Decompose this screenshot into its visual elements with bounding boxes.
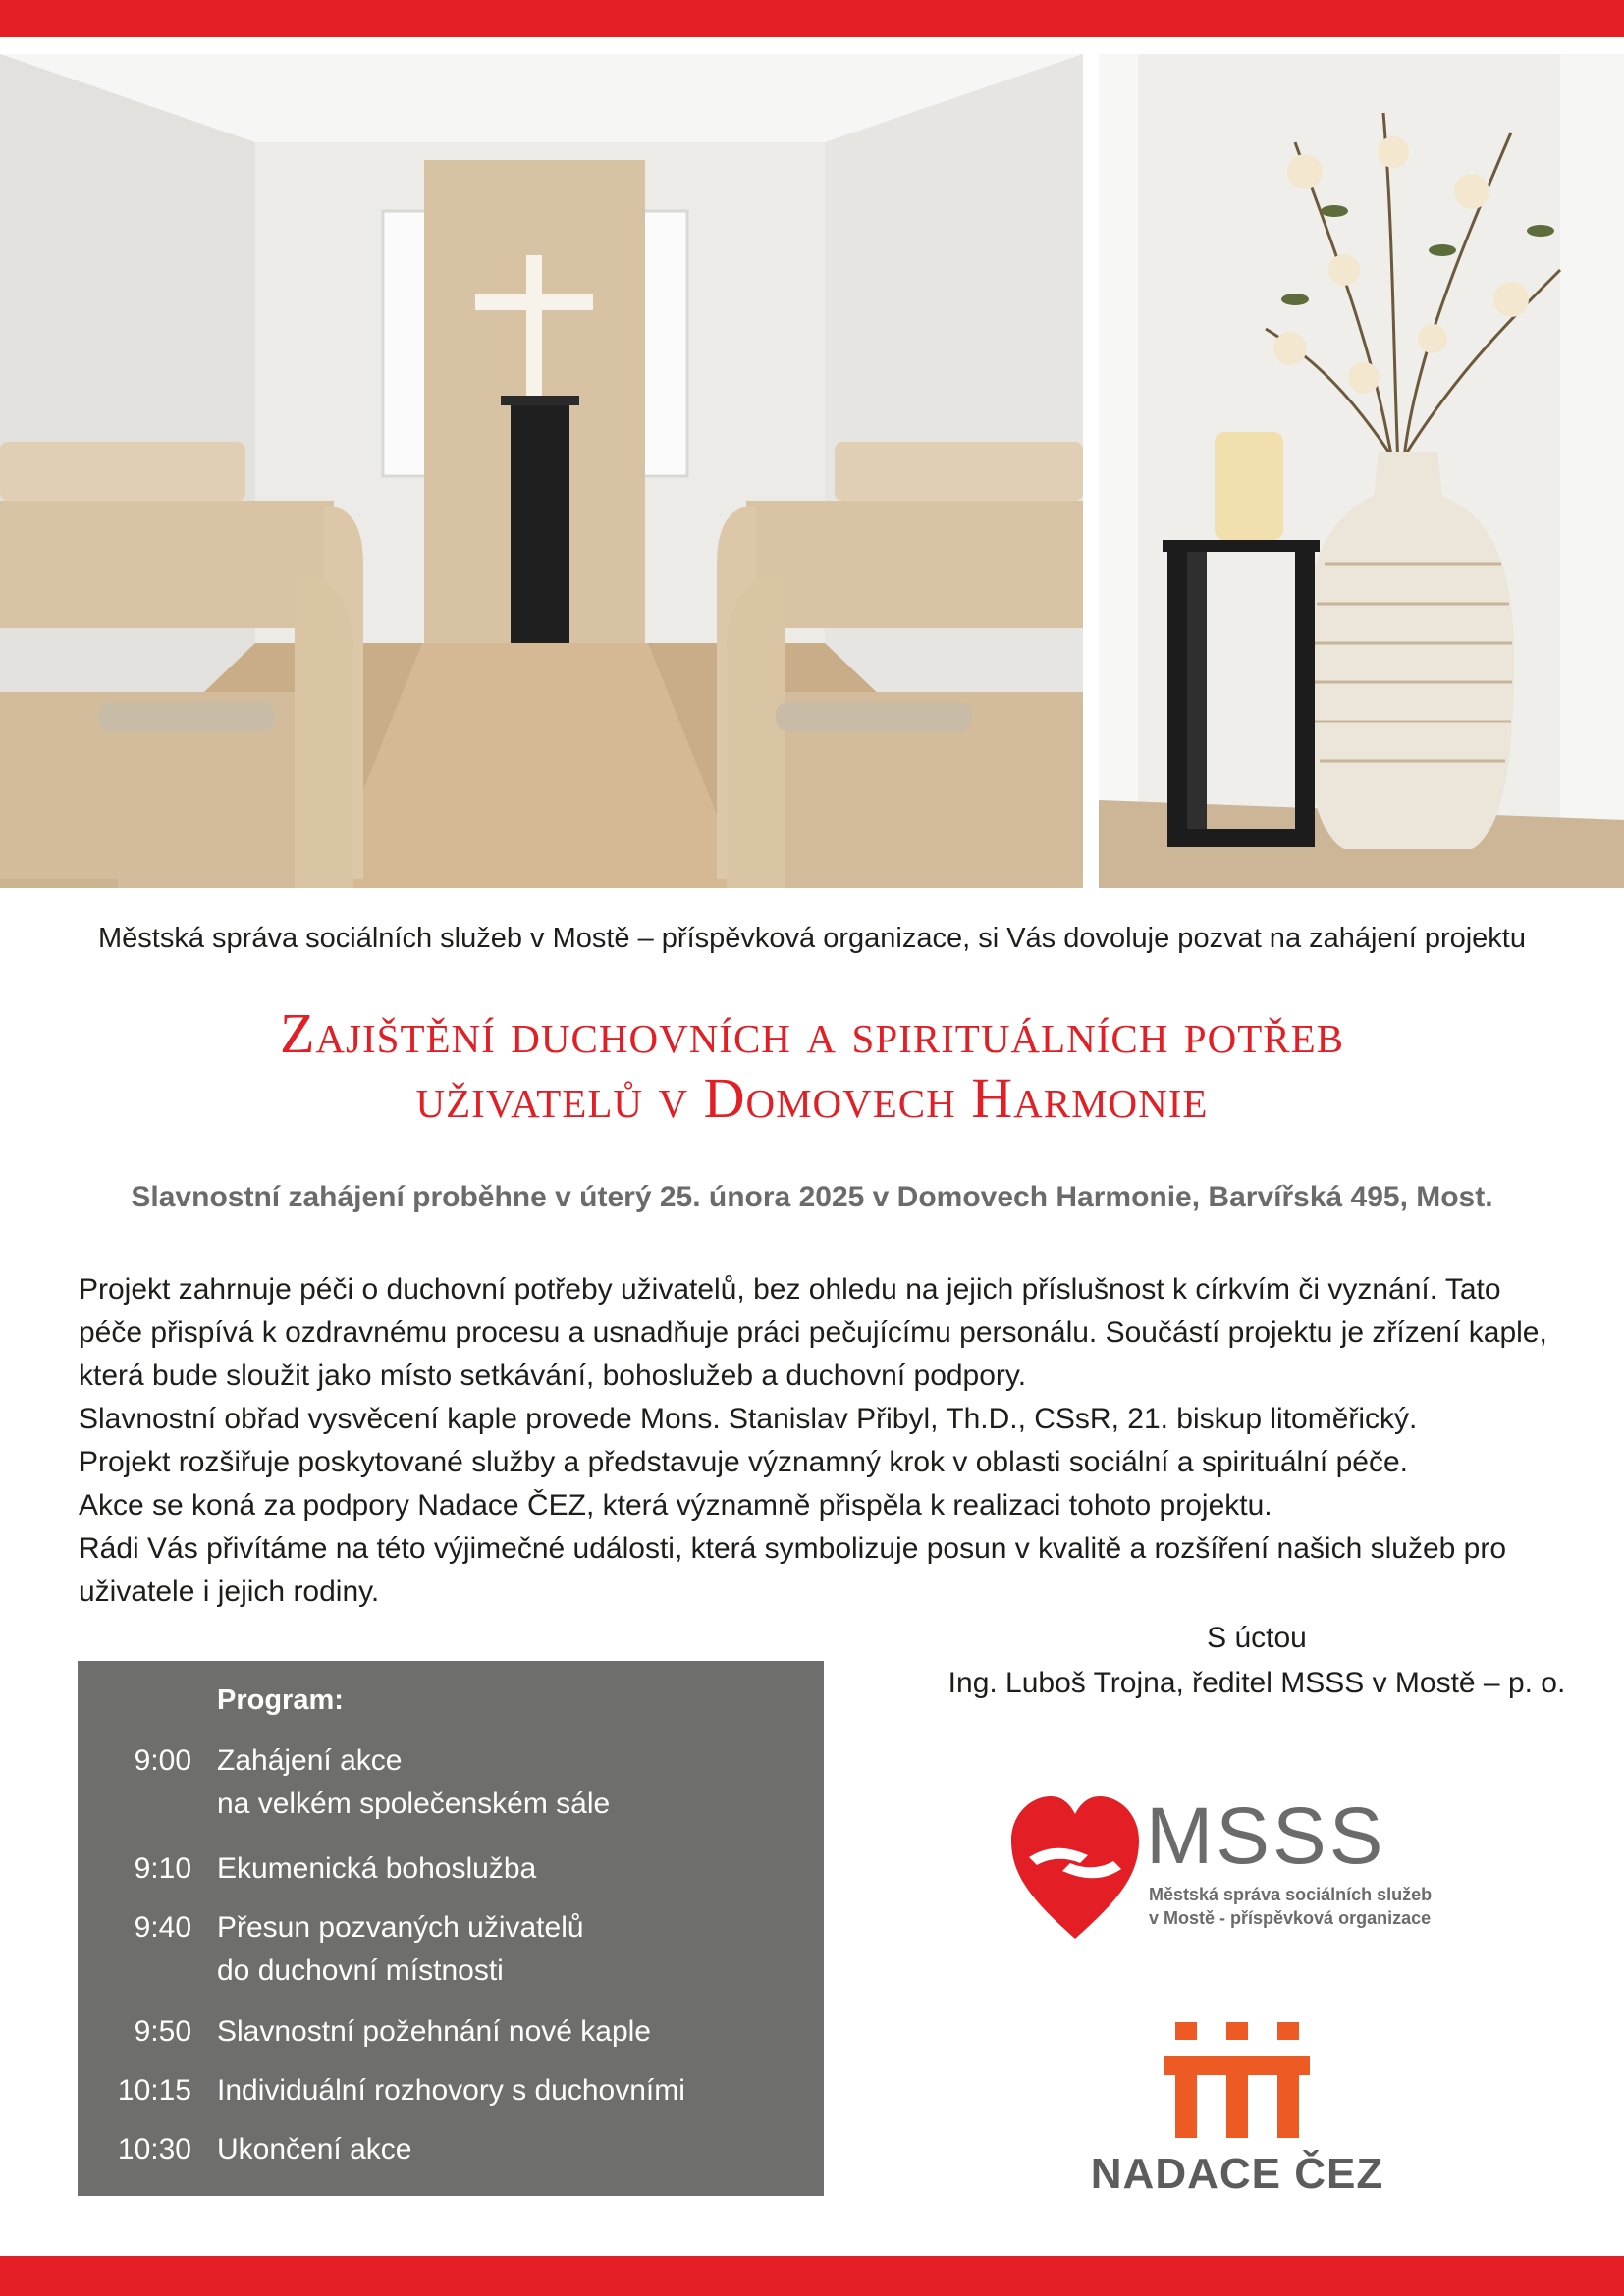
- paragraph: Akce se koná za podpory Nadace ČEZ, která významně přispěla k realizaci tohoto projektu.: [79, 1489, 1272, 1522]
- signature-name: Ing. Luboš Trojna, ředitel MSSS v Mostě – p. o.: [947, 1667, 1566, 1699]
- event-title-line-2: uživatelů v Domovech Harmonie: [415, 1066, 1209, 1130]
- program-activity: Ekumenická bohoslužba: [217, 1852, 537, 1885]
- event-date-line: Slavnostní zahájení proběhne v úterý 25. února 2025 v Domovech Harmonie, Barvířská 495, Most.: [131, 1181, 1493, 1213]
- heart-hands-icon: [1011, 1796, 1139, 1944]
- event-title: [0, 1001, 1624, 1131]
- program-time: 10:15: [117, 2074, 191, 2107]
- paragraph: Slavnostní obřad vysvěcení kaple provede Mons. Stanislav Přibyl, Th.D., CSsR, 21. biskup litoměřický.: [79, 1403, 1418, 1435]
- msss-subtitle-line-1: Městská správa sociálních služeb: [1149, 1885, 1433, 1904]
- program-time: 9:10: [134, 1852, 191, 1885]
- invitation-intro: Městská správa sociálních služeb v Mostě – příspěvková organizace, si Vás dovoluje pozvat na zahájení projektu: [98, 923, 1526, 954]
- program-time: 9:50: [134, 2015, 191, 2048]
- paragraph: Rádi Vás přivítáme na této výjimečné události, která symbolizuje posun v kvalitě a rozšíření našich služeb pro uživatele i jejich rodiny.: [79, 1532, 1507, 1608]
- program-activity: Slavnostní požehnání nové kaple: [217, 2015, 651, 2048]
- msss-logo: [1011, 1791, 1473, 1944]
- event-title-line-1: Zajištění duchovních a spirituálních potřeb: [280, 1001, 1344, 1065]
- program-activity: Přesun pozvaných uživatelů do duchovní místnosti: [217, 1911, 584, 1987]
- project-description: [79, 1268, 1551, 1614]
- nadace-cez-wordmark: NADACE ČEZ: [1090, 2150, 1384, 2198]
- msss-subtitle: [1149, 1883, 1432, 1930]
- paragraph: Projekt zahrnuje péči o duchovní potřeby uživatelů, bez ohledu na jejich příslušnost k církvím či vyznání. Tato péče přispívá k ozdravnému procesu a usnadňuje práci pečujícímu personálu. Součástí projektu je zřízení kaple, která bude sloužit jako místo setkávání, bohoslužeb a duchovní podpory.: [79, 1273, 1547, 1392]
- chapel-interior-photo: [0, 54, 1083, 888]
- program-heading: Program:: [217, 1684, 344, 1716]
- top-red-bar: [0, 0, 1624, 37]
- bottom-red-bar: [0, 2256, 1624, 2296]
- paragraph: Projekt rozšiřuje poskytované služby a představuje významný krok v oblasti sociální a spirituální péče.: [79, 1446, 1408, 1478]
- candle-vase-photo: [1099, 54, 1624, 888]
- program-time: 9:40: [134, 1911, 191, 1944]
- nadace-cez-logo: [1090, 2022, 1384, 2218]
- program-time: 10:30: [117, 2133, 191, 2165]
- program-box: [78, 1661, 824, 2196]
- program-activity: Individuální rozhovory s duchovními: [217, 2074, 685, 2107]
- signature-block: [903, 1616, 1610, 1706]
- signature-greeting: S úctou: [1207, 1622, 1307, 1654]
- msss-wordmark: MSSS: [1146, 1791, 1386, 1881]
- program-activity: Ukončení akce: [217, 2133, 412, 2165]
- program-activity: Zahájení akce na velkém společenském sále: [217, 1744, 611, 1820]
- msss-subtitle-line-2: v Mostě - příspěvková organizace: [1149, 1908, 1432, 1928]
- cez-pillars-icon: [1090, 2022, 1384, 2145]
- program-time: 9:00: [134, 1744, 191, 1777]
